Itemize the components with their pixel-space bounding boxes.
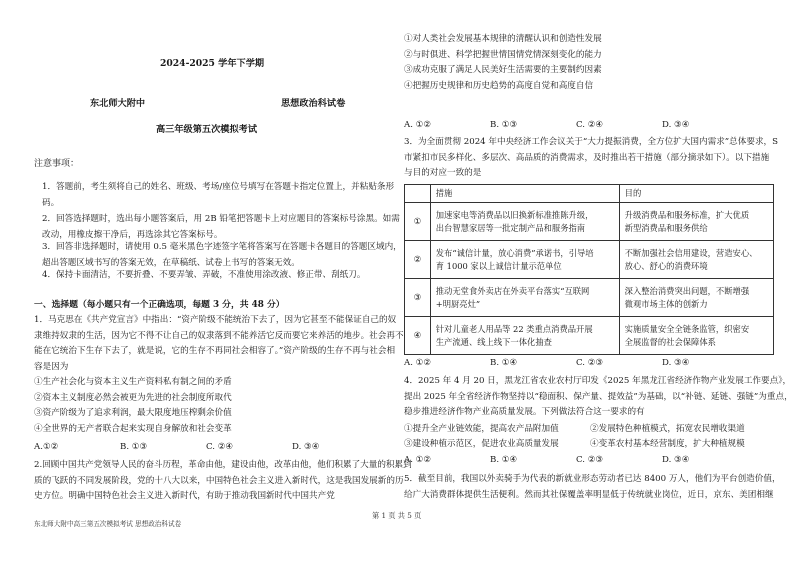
q4-option-3: ③建设种植示范区，促进农业高质量发展 <box>404 439 559 449</box>
notice-item-3: 3．回答非选择题时，请使用 0.5 毫米黑色字迹签字笔将答案写在答题卡各题目的答题区域内， 超出答题区域书写的答案无效，在草稿纸、试卷上书写的答案无效。 <box>42 242 402 268</box>
q4-answer-b: B. ①④ <box>490 455 518 465</box>
table-row: ③ 推动无堂食外卖店在外卖平台落实“互联网 +明厨亮灶” 深入整治消费突出问题，不断增强 微观市场主体的创新力 <box>405 279 774 317</box>
question-2: 2.回顾中国共产党领导人民的奋斗历程，革命由他，建设由他，改革由他，他们积累了大量的积累到 质的飞跃的不同发展阶段，党的十八大以来，中国特色社会主义进入新时代，这是我国发展新的历 史方位。明确中国特色社会主义进入新时代，有助于推动我国新时代中国共产党 <box>34 460 412 501</box>
footer-left: 东北师大附中高三第五次模拟考试 思想政治科试卷 <box>34 520 182 528</box>
notice-item-4: 4．保持卡面清洁，不要折叠、不要弄皱、弄破，不准使用涂改液、修正带、刮纸刀。 <box>42 270 366 280</box>
q2-answer-b: B. ①③ <box>490 120 518 130</box>
q4-option-4: ④变革农村基本经营制度，扩大种植规模 <box>590 439 745 449</box>
table-row: ④ 针对儿童老人用品等 22 类重点消费品开展 生产流通、线上线下一体化抽查 实施质量安全全链条监管，织密安 全展监督的社会保障体系 <box>405 317 774 355</box>
q4-option-2: ②发展特色种植模式，拓宽农民增收渠道 <box>590 424 745 434</box>
q1-answer-d: D. ③④ <box>292 442 320 452</box>
q3-answer-d: D. ③④ <box>662 358 690 368</box>
table-header-measure: 措施 <box>430 185 619 203</box>
year-term: 2024-2025 学年下学期 <box>160 58 265 69</box>
measures-table <box>404 184 774 355</box>
exam-title: 高三年级第五次模拟考试 <box>156 124 258 135</box>
q2-answer-c: C. ②④ <box>576 120 604 130</box>
q1-answer-c: C. ②④ <box>206 442 234 452</box>
page-number: 第 1 页 共 5 页 <box>372 511 422 520</box>
q1-answer-a: A.①② <box>34 442 59 452</box>
q2-answer-a: A. ①② <box>404 120 432 130</box>
notice-item-2: 2．回答选择题时，选出每小题答案后，用 2B 铅笔把答题卡上对应题目的答案标号涂黑。如需 改动，用橡皮擦干净后，再选涂其它答案标号。 <box>42 214 400 240</box>
question-4: 4．2025 年 4 月 20 日，黑龙江省农业农村厅印发《2025 年黑龙江省经济作物产业发展工作要点》， 提出 2025 年全省经济作物坚持以“稳面积、保产量、提效益”为基础，以“补链、延链、强链”为重点， 稳步推进经济作物产业高质量发展。下列做法符合这一要求的有 <box>404 376 793 417</box>
question-3: 3．为全面贯彻 2024 年中央经济工作会议关于“大力提振消费，全方位扩大国内需求”总体要求，S 市紧扣市民多样化、多层次、高品质的消费需求，及时推出若干措施（部分摘录如下）。以下措施 与目的对应一致的是 <box>404 137 779 178</box>
table-header-row <box>405 185 774 203</box>
q3-answer-c: C. ②③ <box>576 358 604 368</box>
q4-answer-d: D. ③④ <box>662 455 690 465</box>
q2-options: ①对人类社会发展基本规律的清醒认识和创造性发展 ②与时俱进、科学把握世情国情党情深刻变化的能力 ③成功克服了满足人民美好生活需要的主要制约因素 ④把握历史规律和历史趋势的高度自觉和高度自信 <box>404 34 602 91</box>
q2-answer-d: D. ③④ <box>662 120 690 130</box>
table-header-purpose: 目的 <box>619 185 773 203</box>
q4-answer-c: C. ②③ <box>576 455 604 465</box>
table-row: ② 发布“诚信计量，放心消费”承诺书，引导培 育 1000 家以上诚信计量示范单位 不断加强社会信用建设，营造安心、 放心、舒心的消费环境 <box>405 241 774 279</box>
q3-answer-b: B. ①④ <box>490 358 518 368</box>
table-row: ① 加速家电等消费品以旧换新标准推陈升级， 出台智慧家居等一批定制产品和服务指南 升级消费品和服务标准，扩大优质 新型消费品和服务供给 <box>405 203 774 241</box>
question-5: 5．截至目前，我国以外卖骑手为代表的新就业形态劳动者已达 8400 万人，他们为平台创造价值， 给广大消费群体提供生活便利。然而其社保覆盖率明显低于传统就业岗位，近日，京东、美团相继 <box>404 474 781 500</box>
notice-item-1: 1．答题前，考生须将自己的姓名、班级、考场/座位号填写在答题卡指定位置上，并粘贴条形 码。 <box>42 182 395 208</box>
question-1: 1．马克思在《共产党宣言》中指出：“资产阶级不能统治下去了，因为它甚至不能保证自己的奴 隶维持奴隶的生活，因为它不得不让自己的奴隶落到不能养活它反而要它来养活的地步。社会再不 能在它统治下生存下去了，就是说，它的生存不再同社会相容了。”资产阶级的生存不再与社会相 容是因为 <box>34 315 404 372</box>
school-name: 东北师大附中 <box>90 98 146 109</box>
q1-answer-b: B. ①③ <box>120 442 148 452</box>
q3-answer-a: A. ①② <box>404 358 432 368</box>
section-title: 一、选择题（每小题只有一个正确选项，每题 3 分，共 48 分） <box>34 300 285 310</box>
subject-title: 思想政治科试卷 <box>281 98 346 109</box>
question-1-options: ①生产社会化与资本主义生产资料私有制之间的矛盾 ②资本主义制度必然会被更为先进的社会制度所取代 ③资产阶级为了追求利润，最大限度地压榨剩余价值 ④全世界的无产者联合起来实现自身解放和社会变革 <box>34 377 232 434</box>
q4-option-1: ①提升全产业链效能，提高农产品附加值 <box>404 424 559 434</box>
notice-title: 注意事项： <box>34 159 80 169</box>
q4-answer-a: A. ①② <box>404 455 432 465</box>
